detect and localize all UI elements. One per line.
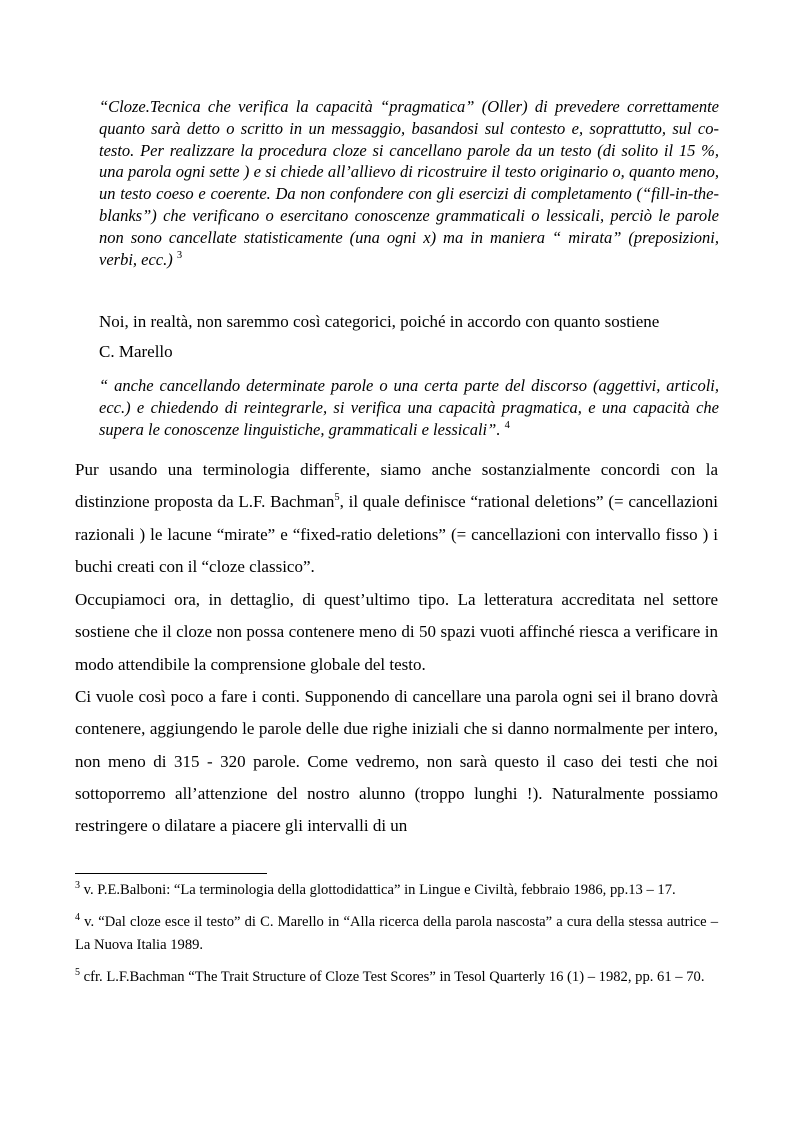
body-paragraph: Ci vuole così poco a fare i conti. Supponendo di cancellare una parola ogni sei il brano dovrà contenere, aggiungendo le parole delle due righe iniziali che si danno normalmente per intero, non meno di 315 - 320 parole. Come vedremo, non sarà questo il caso dei testi che noi sottoporremo all’attenzione del nostro alunno (troppo lunghi !). Naturalmente possiamo restringere o dilatare a piacere gli intervalli di un: [75, 687, 718, 836]
author-line: C. Marello: [99, 342, 173, 361]
intro-line: Noi, in realtà, non saremmo così categorici, poiché in accordo con quanto sostiene: [99, 312, 660, 331]
footnote-ref: 3: [176, 249, 183, 261]
body-paragraph: Occupiamoci ora, in dettaglio, di quest’ultimo tipo. La letteratura accreditata nel settore sostiene che il cloze non possa contenere meno di 50 spazi vuoti affinché riesca a verificare in modo attendibile la comprensione globale del testo.: [75, 590, 718, 674]
footnote-number: 3: [75, 880, 80, 891]
marello-quote: [99, 375, 719, 440]
paragraph-text: , il quale definisce “rational deletions” (= cancellazioni razionali ) le lacune “mirate” e “fixed-ratio deletions” (= cancellazioni con intervallo fisso ) i buchi creati con il “cloze classico”.: [75, 492, 719, 576]
footnote-number: 4: [75, 912, 80, 923]
footnote-ref: 5: [334, 492, 340, 504]
quote-text: “Cloze.Tecnica che verifica la capacità “pragmatica” (Oller) di prevedere correttamente quanto sarà detto o scritto in un messaggio, basandosi sul contesto e, soprattutto, sul co-testo. Per realizzare la procedura cloze si cancellano parole da un testo (di solito il 15 %, una parola ogni sette ) e si chiede all’allievo di ricostruire il testo originario o, quanto meno, un testo coeso e coerente. Da non confondere con gli esercizi di completamento (“fill-in-the-blanks”) che verificano o esercitano conoscenze grammaticali o lessicali, perciò le parole non sono cancellate statisticamente (una ogni x) ma in maniera “ mirata” (preposizioni, verbi, ecc.): [99, 97, 719, 269]
footnote: [75, 966, 718, 989]
quote-text: “ anche cancellando determinate parole o una certa parte del discorso (aggettivi, articoli, ecc.) e chiedendo di reintegrarle, si verifica una capacità pragmatica, e una capacità che supera le conoscenze linguistiche, grammaticali e lessicali”.: [99, 376, 719, 439]
footnote-number: 5: [75, 967, 80, 978]
intro-paragraph: [99, 307, 719, 367]
footnote: [75, 911, 718, 957]
footnotes: [75, 879, 718, 998]
body-paragraph: [75, 454, 718, 583]
footnote: [75, 879, 718, 902]
cloze-definition-quote: [99, 96, 719, 270]
footnote-divider: [75, 873, 267, 874]
footnote-text: v. “Dal cloze esce il testo” di C. Marello in “Alla ricerca della parola nascosta” a cura della stessa autrice – La Nuova Italia 1989.: [75, 914, 718, 953]
paragraph-text: Pur usando una terminologia differente, siamo anche sostanzialmente concordi con la distinzione proposta da L.F. Bachman: [75, 460, 718, 512]
footnote-ref: 4: [504, 419, 510, 431]
footnote-text: v. P.E.Balboni: “La terminologia della glottodidattica” in Lingue e Civiltà, febbraio 1986, pp.13 – 17.: [80, 882, 676, 898]
footnote-text: cfr. L.F.Bachman “The Trait Structure of Cloze Test Scores” in Tesol Quarterly 16 (1) – 1982, pp. 61 – 70.: [80, 969, 705, 985]
